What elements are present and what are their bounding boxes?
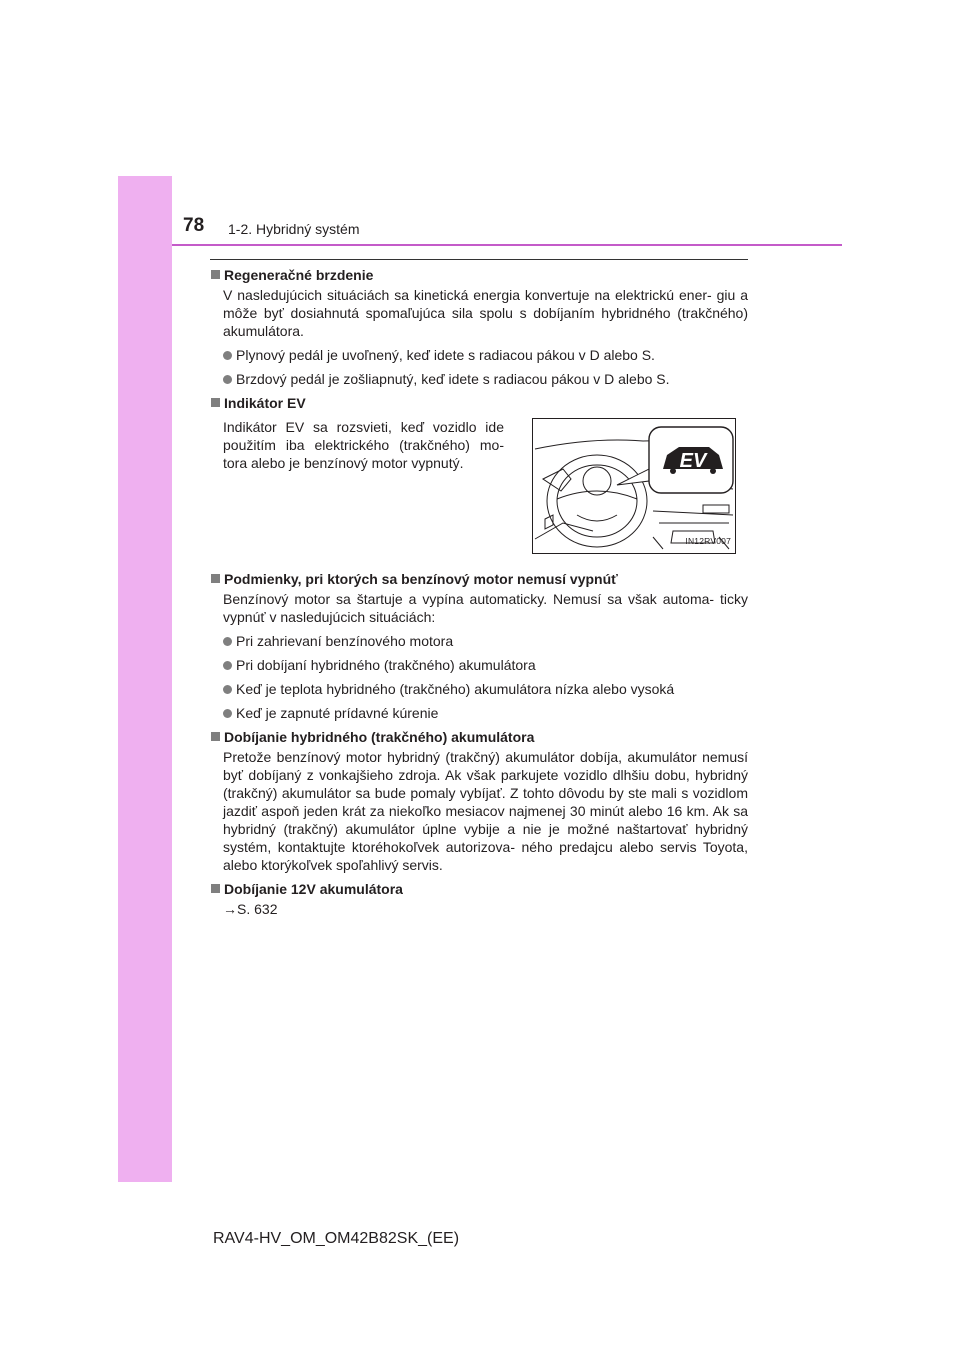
ev-label: EV: [679, 450, 707, 472]
page-content: [211, 266, 748, 918]
square-bullet-icon: [211, 398, 220, 407]
section-text-charging: Pretože benzínový motor hybridný (trakčný) akumulátor dobíja, akumulátor nemusí byť dobíjaný z vonkajšieho zdroja. Ak však parkujete vozidlo dlhšiu dobu, hybridný (trakčný) akumulátor sa bude pomaly vybíjať. Z tohto dôvodu by ste mali s vozidlom jazdiť aspoň jeden krát za niekoľko mesiacov najmenej 30 minút alebo 16 km. Ak sa hybridný (trakčný) akumulátor úplne vybije a nie je možné naštartovať hybridný systém, kontaktujte ktoréhokoľvek autorizova- ného predajcu alebo servis Toyota, alebo ktorýkoľvek spoľahlivý servis.: [223, 749, 748, 873]
section-heading-regen: Regeneračné brzdenie: [211, 266, 748, 284]
section-heading-charging: Dobíjanie hybridného (trakčného) akumulátora: [211, 728, 748, 746]
list-item: Keď je zapnuté prídavné kúrenie: [223, 704, 748, 722]
figure-code: IN12RV007: [685, 536, 731, 546]
page-reference: →S. 632: [223, 901, 278, 917]
list-item: Plynový pedál je uvoľnený, keď idete s radiacou pákou v D alebo S.: [223, 346, 748, 364]
square-bullet-icon: [211, 574, 220, 583]
round-bullet-icon: [223, 637, 232, 646]
side-tab-band: [118, 176, 172, 1182]
square-bullet-icon: [211, 270, 220, 279]
list-item: Brzdový pedál je zošliapnutý, keď idete s radiacou pákou v D alebo S.: [223, 370, 748, 388]
header-rule: [172, 244, 842, 246]
document-code: RAV4-HV_OM_OM42B82SK_(EE): [213, 1230, 460, 1247]
section-heading-ev: Indikátor EV: [211, 394, 748, 412]
content-top-rule: [210, 259, 748, 260]
square-bullet-icon: [211, 884, 220, 893]
ev-indicator-figure: [532, 418, 736, 554]
round-bullet-icon: [223, 709, 232, 718]
round-bullet-icon: [223, 661, 232, 670]
section-text-ev: Indikátor EV sa rozsvieti, keď vozidlo ide použitím iba elektrického (trakčného) mo- tora alebo je benzínový motor vypnutý.: [223, 419, 504, 471]
list-item: Pri dobíjaní hybridného (trakčného) akumulátora: [223, 656, 748, 674]
section-text-conditions: Benzínový motor sa štartuje a vypína automaticky. Nemusí sa však automa- ticky vypnúť v nasledujúcich situáciách:: [223, 591, 748, 625]
round-bullet-icon: [223, 351, 232, 360]
round-bullet-icon: [223, 375, 232, 384]
square-bullet-icon: [211, 732, 220, 741]
list-item: Pri zahrievaní benzínového motora: [223, 632, 748, 650]
section-heading-charging-12v: Dobíjanie 12V akumulátora: [211, 880, 748, 898]
ev-section-row: [211, 418, 748, 554]
page-number: 78: [183, 215, 205, 236]
section-heading-conditions: Podmienky, pri ktorých sa benzínový motor nemusí vypnúť: [211, 570, 748, 588]
chapter-title: 1-2. Hybridný systém: [228, 221, 360, 237]
section-text-regen: V nasledujúcich situáciách sa kinetická energia konvertuje na elektrickú ener- giu a môže byť dosiahnutá spomaľujúca sila spolu s dobíjaním hybridného (trakčného) akumulátora.: [223, 287, 748, 339]
round-bullet-icon: [223, 685, 232, 694]
list-item: Keď je teplota hybridného (trakčného) akumulátora nízka alebo vysoká: [223, 680, 748, 698]
